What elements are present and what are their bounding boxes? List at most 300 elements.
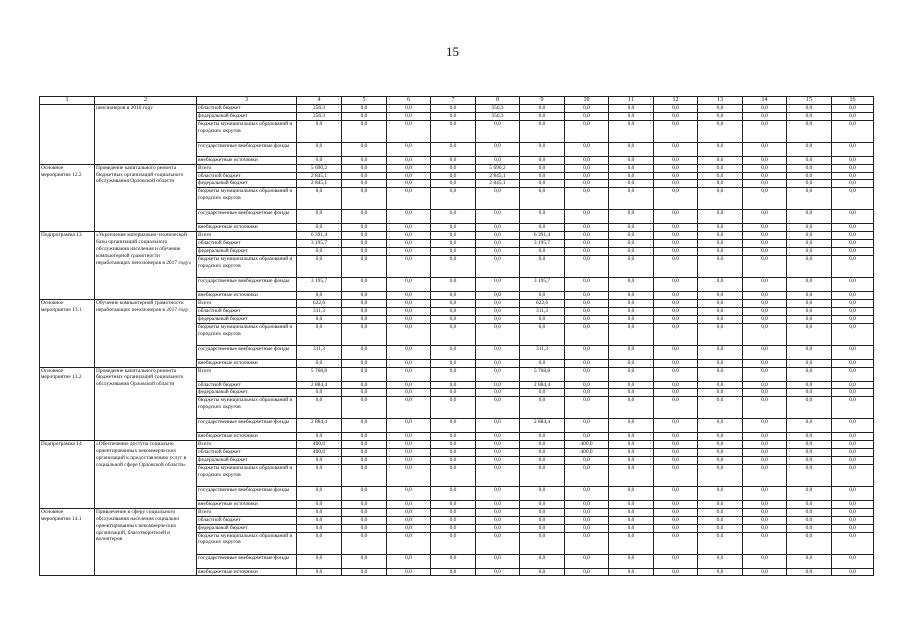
amount-cell: 0,0 [565,486,609,500]
amount-cell: 0,0 [476,255,520,277]
amount-cell: 0,0 [698,323,743,345]
program-name: Привлечение в сферу социального обслуживания населения социально ориентированных некоммерческих организаций, благотворителей и волонтеров [95,508,197,576]
amount-cell: 0,0 [565,464,609,486]
amount-cell: 0,0 [787,532,832,554]
amount-cell: 0,0 [431,120,476,142]
program-code: Основное мероприятие 12.2 [40,164,95,232]
funding-source: государственные внебюджетные фонды [197,210,297,224]
funding-source: федеральный бюджет [197,112,297,120]
amount-cell: 0,0 [520,516,565,524]
amount-cell: 0,0 [698,345,743,359]
amount-cell: 0,0 [342,180,387,188]
amount-cell: 0,0 [654,441,698,449]
amount-cell: 0,0 [565,345,609,359]
column-header: 3 [197,97,297,105]
amount-cell: 0,0 [654,524,698,532]
amount-cell: 0,0 [565,224,609,232]
amount-cell: 0,0 [743,508,787,516]
amount-cell: 0,0 [387,104,431,112]
amount-cell: 0,0 [476,367,520,381]
amount-cell: 0,0 [654,397,698,419]
page-number: 15 [446,44,459,59]
amount-cell: 0,0 [476,500,520,508]
amount-cell: 0,0 [832,172,874,180]
amount-cell: 0,0 [654,277,698,291]
amount-cell: 0,0 [297,508,342,516]
amount-cell: 0,0 [297,315,342,323]
amount-cell: 0,0 [387,277,431,291]
amount-cell: 0,0 [387,345,431,359]
amount-cell: 0,0 [476,248,520,256]
funding-source: федеральный бюджет [197,389,297,397]
amount-cell: 0,0 [609,419,654,433]
amount-cell: 0,0 [698,299,743,307]
amount-cell: 0,0 [743,359,787,367]
amount-cell: 0,0 [609,156,654,164]
amount-cell: 311,3 [297,307,342,315]
amount-cell: 0,0 [297,188,342,210]
funding-source: государственные внебюджетные фонды [197,486,297,500]
amount-cell: 0,0 [609,367,654,381]
amount-cell: 0,0 [654,232,698,240]
amount-cell: 0,0 [743,532,787,554]
amount-cell: 0,0 [698,389,743,397]
program-name: Проведение капитального ремонта бюджетных организаций социального обслуживания Орловской области [95,164,197,232]
amount-cell: 0,0 [520,433,565,441]
amount-cell: 0,0 [787,164,832,172]
amount-cell: 0,0 [431,397,476,419]
amount-cell: 0,0 [431,568,476,576]
amount-cell: 0,0 [297,457,342,465]
amount-cell: 0,0 [698,120,743,142]
amount-cell: 0,0 [654,180,698,188]
column-header: 1 [40,97,95,105]
amount-cell: 0,0 [698,397,743,419]
amount-cell: 0,0 [698,172,743,180]
amount-cell: 0,0 [743,240,787,248]
amount-cell: 0,0 [476,389,520,397]
amount-cell: 0,0 [476,516,520,524]
amount-cell: 3 195,7 [520,277,565,291]
amount-cell: 0,0 [832,232,874,240]
amount-cell: 0,0 [698,524,743,532]
amount-cell: 0,0 [431,500,476,508]
table-row [40,232,874,240]
amount-cell: 0,0 [387,486,431,500]
amount-cell: 0,0 [431,419,476,433]
amount-cell: 0,0 [832,554,874,568]
amount-cell: 0,0 [297,359,342,367]
amount-cell: 0,0 [832,248,874,256]
amount-cell: 0,0 [654,156,698,164]
amount-cell: 0,0 [297,464,342,486]
amount-cell: 0,0 [832,180,874,188]
amount-cell: 0,0 [431,345,476,359]
amount-cell: 0,0 [743,323,787,345]
amount-cell: 356,3 [297,104,342,112]
amount-cell: 0,0 [342,224,387,232]
amount-cell: 0,0 [743,188,787,210]
amount-cell: 0,0 [476,381,520,389]
amount-cell: 0,0 [520,532,565,554]
amount-cell: 0,0 [654,568,698,576]
amount-cell: 0,0 [342,449,387,457]
amount-cell: 0,0 [565,419,609,433]
amount-cell: 2 884,4 [297,381,342,389]
program-name: Проведение капитального ремонта бюджетных организаций социального обслуживания Орловской области [95,367,197,441]
amount-cell: 0,0 [743,164,787,172]
amount-cell: 0,0 [609,172,654,180]
amount-cell: 0,0 [431,299,476,307]
amount-cell: 0,0 [609,345,654,359]
funding-source: внебюджетные источники [197,359,297,367]
amount-cell: 0,0 [520,464,565,486]
amount-cell: 0,0 [387,367,431,381]
amount-cell: 0,0 [431,441,476,449]
amount-cell: 0,0 [520,142,565,156]
table-row [40,367,874,381]
amount-cell: 0,0 [698,359,743,367]
amount-cell: 0,0 [654,323,698,345]
amount-cell: 0,0 [654,389,698,397]
amount-cell: 0,0 [431,433,476,441]
amount-cell: 0,0 [520,164,565,172]
amount-cell: 0,0 [342,255,387,277]
amount-cell: 0,0 [297,532,342,554]
funding-source: внебюджетные источники [197,500,297,508]
column-header: 11 [609,97,654,105]
amount-cell: 0,0 [387,516,431,524]
amount-cell: 0,0 [654,188,698,210]
amount-cell: 0,0 [387,524,431,532]
amount-cell: 0,0 [342,172,387,180]
amount-cell: 0,0 [698,516,743,524]
amount-cell: 0,0 [787,500,832,508]
amount-cell: 0,0 [654,464,698,486]
amount-cell: 0,0 [342,568,387,576]
program-code: Основное мероприятие 13.2 [40,367,95,441]
amount-cell: 0,0 [787,508,832,516]
amount-cell: 0,0 [387,224,431,232]
amount-cell: 0,0 [387,291,431,299]
amount-cell: 0,0 [654,486,698,500]
amount-cell: 0,0 [387,156,431,164]
amount-cell: 0,0 [654,307,698,315]
amount-cell: 0,0 [743,464,787,486]
amount-cell: 0,0 [698,156,743,164]
amount-cell: 0,0 [654,164,698,172]
amount-cell: 0,0 [654,104,698,112]
amount-cell: 0,0 [342,486,387,500]
amount-cell: 0,0 [387,500,431,508]
amount-cell: 0,0 [832,291,874,299]
amount-cell: 311,3 [297,345,342,359]
amount-cell: 0,0 [787,180,832,188]
amount-cell: 0,0 [787,255,832,277]
amount-cell: 0,0 [565,240,609,248]
amount-cell: 0,0 [743,315,787,323]
amount-cell: 0,0 [565,307,609,315]
amount-cell: 0,0 [387,532,431,554]
amount-cell: 0,0 [476,359,520,367]
amount-cell: 0,0 [832,188,874,210]
amount-cell: 0,0 [698,188,743,210]
amount-cell: 0,0 [609,554,654,568]
amount-cell: 0,0 [342,277,387,291]
amount-cell: 0,0 [698,419,743,433]
amount-cell: 0,0 [609,232,654,240]
column-header: 9 [520,97,565,105]
amount-cell: 0,0 [787,172,832,180]
amount-cell: 0,0 [431,210,476,224]
funding-source: федеральный бюджет [197,315,297,323]
amount-cell: 0,0 [743,277,787,291]
amount-cell: 0,0 [342,299,387,307]
amount-cell: 0,0 [654,516,698,524]
amount-cell: 400,0 [565,449,609,457]
program-code: Основное мероприятие 13.1 [40,299,95,367]
amount-cell: 0,0 [476,464,520,486]
amount-cell: 0,0 [565,524,609,532]
amount-cell: 0,0 [565,554,609,568]
amount-cell: 400,0 [297,449,342,457]
amount-cell: 0,0 [787,554,832,568]
amount-cell: 0,0 [520,224,565,232]
amount-cell: 0,0 [520,172,565,180]
amount-cell: 0,0 [698,315,743,323]
amount-cell: 0,0 [743,299,787,307]
amount-cell: 0,0 [654,291,698,299]
amount-cell: 0,0 [609,164,654,172]
amount-cell: 0,0 [787,367,832,381]
amount-cell: 0,0 [787,464,832,486]
amount-cell: 0,0 [431,112,476,120]
amount-cell: 0,0 [565,500,609,508]
amount-cell: 0,0 [520,315,565,323]
amount-cell: 0,0 [387,164,431,172]
amount-cell: 0,0 [609,224,654,232]
amount-cell: 0,0 [832,516,874,524]
amount-cell: 0,0 [787,307,832,315]
amount-cell: 0,0 [743,524,787,532]
amount-cell: 0,0 [342,397,387,419]
amount-cell: 0,0 [787,291,832,299]
amount-cell: 0,0 [520,554,565,568]
header-row [40,97,874,105]
amount-cell: 0,0 [698,104,743,112]
amount-cell: 0,0 [431,291,476,299]
amount-cell: 0,0 [431,464,476,486]
amount-cell: 0,0 [609,433,654,441]
amount-cell: 0,0 [698,568,743,576]
amount-cell: 0,0 [520,255,565,277]
amount-cell: 0,0 [297,554,342,568]
amount-cell: 2 884,4 [297,419,342,433]
amount-cell: 0,0 [297,433,342,441]
amount-cell: 0,0 [787,516,832,524]
funding-source: внебюджетные источники [197,291,297,299]
amount-cell: 0,0 [520,120,565,142]
program-name: пенсионеров в 2016 году [95,104,197,164]
amount-cell: 0,0 [565,172,609,180]
funding-source: Всего [197,367,297,381]
funding-source: бюджеты муниципальных образований и городских округов [197,532,297,554]
amount-cell: 0,0 [431,255,476,277]
amount-cell: 6 391,4 [297,232,342,240]
amount-cell: 0,0 [743,433,787,441]
amount-cell: 0,0 [787,210,832,224]
amount-cell: 0,0 [743,180,787,188]
amount-cell: 0,0 [654,315,698,323]
amount-cell: 0,0 [565,568,609,576]
amount-cell: 0,0 [342,457,387,465]
amount-cell: 0,0 [743,224,787,232]
amount-cell: 0,0 [565,277,609,291]
amount-cell: 0,0 [297,210,342,224]
amount-cell: 0,0 [787,315,832,323]
amount-cell: 0,0 [297,568,342,576]
amount-cell: 0,0 [609,142,654,156]
amount-cell: 0,0 [698,142,743,156]
amount-cell: 0,0 [832,299,874,307]
funding-source: федеральный бюджет [197,524,297,532]
amount-cell: 0,0 [431,389,476,397]
amount-cell: 0,0 [565,381,609,389]
amount-cell: 0,0 [565,315,609,323]
amount-cell: 0,0 [698,291,743,299]
amount-cell: 0,0 [297,389,342,397]
amount-cell: 0,0 [654,433,698,441]
amount-cell: 0,0 [565,232,609,240]
amount-cell: 0,0 [654,457,698,465]
amount-cell: 0,0 [387,299,431,307]
funding-source: областной бюджет [197,240,297,248]
amount-cell: 0,0 [387,180,431,188]
amount-cell: 0,0 [743,486,787,500]
amount-cell: 0,0 [832,433,874,441]
amount-cell: 0,0 [476,419,520,433]
funding-source: бюджеты муниципальных образований и городских округов [197,464,297,486]
amount-cell: 0,0 [387,112,431,120]
amount-cell: 0,0 [431,524,476,532]
amount-cell: 0,0 [520,508,565,516]
amount-cell: 0,0 [342,104,387,112]
amount-cell: 0,0 [698,486,743,500]
amount-cell: 0,0 [431,224,476,232]
funding-source: федеральный бюджет [197,248,297,256]
amount-cell: 0,0 [743,397,787,419]
amount-cell: 0,0 [743,389,787,397]
amount-cell: 0,0 [832,508,874,516]
amount-cell: 0,0 [787,112,832,120]
amount-cell: 0,0 [476,323,520,345]
amount-cell: 0,0 [832,397,874,419]
amount-cell: 0,0 [565,532,609,554]
amount-cell: 0,0 [431,248,476,256]
amount-cell: 0,0 [743,291,787,299]
amount-cell: 0,0 [342,232,387,240]
amount-cell: 0,0 [476,449,520,457]
amount-cell: 0,0 [520,500,565,508]
amount-cell: 0,0 [431,172,476,180]
amount-cell: 0,0 [654,359,698,367]
amount-cell: 0,0 [431,315,476,323]
amount-cell: 0,0 [342,164,387,172]
amount-cell: 0,0 [787,188,832,210]
budget-table [39,96,874,576]
funding-source: областной бюджет [197,516,297,524]
amount-cell: 0,0 [520,323,565,345]
amount-cell: 0,0 [787,224,832,232]
amount-cell: 0,0 [565,516,609,524]
amount-cell: 0,0 [431,142,476,156]
amount-cell: 0,0 [832,112,874,120]
amount-cell: 0,0 [609,120,654,142]
amount-cell: 0,0 [832,457,874,465]
column-header: 13 [698,97,743,105]
amount-cell: 0,0 [743,104,787,112]
amount-cell: 400,0 [297,441,342,449]
amount-cell: 0,0 [787,524,832,532]
amount-cell: 0,0 [832,323,874,345]
amount-cell: 0,0 [342,156,387,164]
amount-cell: 0,0 [609,180,654,188]
amount-cell: 0,0 [787,277,832,291]
amount-cell: 0,0 [476,142,520,156]
amount-cell: 0,0 [342,120,387,142]
amount-cell: 0,0 [342,359,387,367]
amount-cell: 0,0 [342,323,387,345]
amount-cell: 0,0 [787,397,832,419]
amount-cell: 0,0 [654,449,698,457]
amount-cell: 0,0 [832,568,874,576]
amount-cell: 0,0 [654,299,698,307]
amount-cell: 0,0 [476,120,520,142]
funding-source: государственные внебюджетные фонды [197,142,297,156]
table-row [40,104,874,112]
amount-cell: 0,0 [698,248,743,256]
funding-source: внебюджетные источники [197,224,297,232]
amount-cell: 0,0 [431,104,476,112]
amount-cell: 356,3 [297,112,342,120]
amount-cell: 0,0 [342,315,387,323]
column-header: 2 [95,97,197,105]
amount-cell: 0,0 [297,224,342,232]
amount-cell: 0,0 [609,508,654,516]
amount-cell: 0,0 [565,180,609,188]
amount-cell: 0,0 [609,397,654,419]
amount-cell: 0,0 [743,457,787,465]
amount-cell: 0,0 [476,299,520,307]
amount-cell: 0,0 [787,359,832,367]
amount-cell: 0,0 [832,532,874,554]
amount-cell: 0,0 [476,524,520,532]
amount-cell: 0,0 [520,180,565,188]
amount-cell: 0,0 [387,464,431,486]
amount-cell: 0,0 [431,240,476,248]
amount-cell: 0,0 [520,524,565,532]
amount-cell: 622,6 [520,299,565,307]
amount-cell: 0,0 [698,232,743,240]
amount-cell: 0,0 [698,457,743,465]
amount-cell: 0,0 [297,524,342,532]
amount-cell: 0,0 [787,457,832,465]
amount-cell: 0,0 [476,457,520,465]
amount-cell: 0,0 [832,255,874,277]
amount-cell: 0,0 [832,381,874,389]
amount-cell: 0,0 [743,248,787,256]
amount-cell: 0,0 [342,508,387,516]
